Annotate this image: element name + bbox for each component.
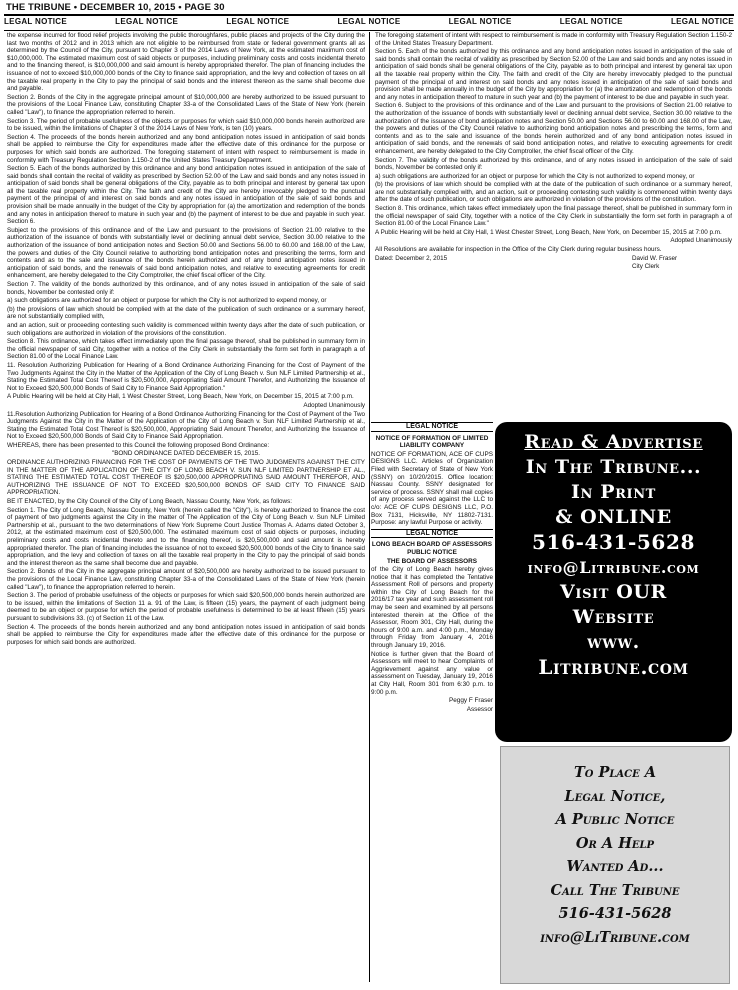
call-line: A Public Notice: [555, 811, 675, 828]
notice-subtitle: THE BOARD OF ASSESSORS: [387, 557, 477, 565]
call-line: Or A Help: [575, 834, 655, 852]
paragraph: Section 6. Subject to the provisions of this ordinance and of the Law and pursuant to the provisions of Section 21.00 relative to the authorization of the issuance of bonds with substantially level or declining annual debt service, Section 30.00 relative to the authorization of the issuance of bond anticipation notes and Section 50.00 and Sections 56.00 to 60.00 and 168.00 of the Law, the powers and duties of the City Council relative to authorizing bond anticipation notes and prescribing the terms, form and contents and as to the sale and issuance of the bonds herein authorized and of any bond anticipation notes issued in anticipation of said bonds, and the renewals of said bond anticipation notes, and relative to executing agreements for credit enhancement, are hereby delegated to the City Comptroller, the chief fiscal officer of the City.: [375, 102, 732, 155]
paragraph: Section 4. The proceeds of the bonds herein authorized and any bond anticipation notes issued in anticipation of said bonds shall be applied to reimburse the City for expenditures made after the effective date of this ordinance for the purpose or purposes for which said bonds are authorized.: [7, 623, 365, 646]
call-line: Legal Notice,: [564, 787, 666, 805]
section-header: LEGAL NOTICE: [337, 17, 401, 26]
notice-title: NOTICE OF FORMATION OF LIMITED LIABILITY COMPANY: [375, 434, 489, 450]
call-email[interactable]: info@LiTribune.com: [540, 928, 690, 946]
paragraph: WHEREAS, there has been presented to this Council the following proposed Bond Ordinance:: [7, 441, 270, 449]
call-line: Call The Tribune: [550, 881, 680, 899]
notice-body: Notice is further given that the Board of Assessors will meet to hear Complaints of Aggrievement against any value or assessment on Tuesday, January 19, 2016 at City Hall, Room 301 from 6:30 p.m. to 9:00 p.m.: [371, 650, 493, 696]
dated-text: Dated: December 2, 2015: [375, 254, 448, 262]
notice-body: of the City of Long Beach hereby gives notice that it has completed the Tentative Assessment Roll of persons and property within the City of Long Beach for the 2016/17 tax year and such assessment roll may be seen and examined by all persons interested therein at the Office of the Assessor, Room 301, City Hall, during the hours of 9:00 a.m. and 4:00 p.m., Monday through Friday from January 4, 2016 through January 19, 2016.: [371, 566, 493, 650]
paragraph: Section 8. This ordinance, which takes effect immediately upon the final passage thereof, shall be published in summary form in the official newspaper of said City, together with a notice of the City Clerk in substantially the form set forth in paragraph a of Section 81.00 of the Local Finance Law.": [375, 205, 732, 228]
call-phone: 516-431-5628: [558, 905, 672, 922]
paragraph: Section 3. The period of probable usefulness of the objects or purposes for which said $10,000,000 bonds herein authorized are to be issued, within the limitations of Chapter 3 of the 2014 Laws of New York, is ten (10) years.: [7, 117, 365, 133]
paragraph: Section 7. The validity of the bonds authorized by this ordinance, and of any notes issued in anticipation of the sale of said bonds, November be contested only if:: [375, 156, 732, 172]
ad-website[interactable]: Litribune.com: [538, 655, 689, 679]
paragraph: Section 8. This ordinance, which takes effect immediately upon the final passage thereof, shall be published in summary form in the official newspaper of said City, together with a notice of the City Clerk in substantially the form set forth in paragraph a of Section 81.00 of the Local Finance Law.: [7, 338, 365, 361]
paragraph: and an action, suit or proceeding contesting such validity is commenced within twenty days after the date of such publication, or such obligations are authorized in violation of the provisions of the constitution.: [7, 321, 365, 337]
call-line: Wanted Ad...: [566, 858, 664, 875]
paragraph: A Public Hearing will be held at City Hall, 1 West Chester Street, Long Beach, New York, on December 15, 2015 at 7:00 p.m.: [7, 393, 354, 401]
paragraph: Section 1. The City of Long Beach, Nassau County, New York (herein called the "City"), is hereby authorized to finance the cost of payment of two judgments against the City in the matter of The Application of the City of Long Beach v. Sun NLF Limited Partnership et al., pursuant to the two determinations of New York Supreme Court Justice Thomas A. Adams dated October 3, 2012, at the estimated maximum cost of $20,500,000. The estimated maximum cost of said objects or purposes, including preliminary costs and costs incidental thereto and to the financing thereof, is $20,500,000 and said amount is hereby appropriated therefor. The plan of financing includes the issuance of not to exceed $20,500,000 bonds of the City to finance said appropriation, and the levy and collection of taxes on all the taxable real property in the City to pay the principal of said bonds and the interest thereon as the same shall become due and payable.: [7, 506, 365, 567]
paragraph: Subject to the provisions of this ordinance and of the Law and pursuant to the provisions of Section 21.00 relative to the authorization of the issuance of bonds with substantially level or declining annual debt service, Section 30.00 relative to the authorization of the issuance of bond anticipation notes and Section 50.00 and Sections 56.00 to 60.00 and 168.00 of the Law, the powers and duties of the City Council relative to authorizing bond anticipation notes and prescribing the terms, form and contents and as to the sale and issuance of the bonds herein authorized and of any bond anticipation notes issued in anticipation of said bonds, and the renewals of said bond anticipation notes, and relative to executing agreements for credit enhancement, are hereby delegated to the City Comptroller, the chief fiscal officer of the City.: [7, 226, 365, 280]
ad-line: Website: [572, 606, 655, 628]
place-notice-box: [500, 746, 730, 984]
paragraph: the expense incurred for flood relief projects involving the public thoroughfares, public places and projects of the City during the last two months of 2012 and in 2013 which are not eligible to be reimbursed from state or federal government grants all as determined by the Council of the City, pursuant to Chapter 3 of the 2014 Laws of New York, at the estimated maximum cost of $10,000,000. The estimated maximum cost of said objects or purposes, including preliminary costs and costs incidental thereto and to the financing thereof, is $10,000,000 and said amount is hereby appropriated therefor. The plan of financing includes the issuance of not to exceed $10,000,000 bonds of the City to finance said appropriation, and the levy and collection of taxes on all the taxable real property in the City to pay the principal of said bonds and the interest thereon as the same shall become due and payable.: [7, 32, 365, 93]
ordinance-title: "BOND ORDINANCE DATED DECEMBER 15, 2015.: [111, 450, 261, 458]
signer-title: City Clerk: [632, 263, 660, 271]
ad-line: In The Tribune...: [525, 456, 702, 478]
ad-phone: 516-431-5628: [532, 530, 695, 554]
paragraph: a) such obligations are authorized for an object or purpose for which the City is not authorized to expend money, or: [375, 172, 695, 180]
section-header: LEGAL NOTICE: [448, 17, 512, 26]
paragraph: (b) the provisions of law which should be complied with at the date of the publication of such ordinance or a summary hereof, are not substantially complied with, and an action, suit or proceeding contesting such validity is commenced within twenty days after the date of such publication, or such obligations are authorized in violation of the provisions of the constitution.: [375, 181, 732, 204]
paragraph: (b) the provisions of law which should be complied with at the date of the publication of such ordinance or a summary hereof, are not substantially complied with,: [7, 305, 365, 321]
paragraph: A Public Hearing will be held at City Hall, 1 West Chester Street, Long Beach, New York, on December 15, 2015 at 7:00 p.m.: [375, 228, 722, 236]
call-line: To Place A: [573, 764, 657, 781]
masthead-rule: [4, 14, 734, 16]
legal-column-right: [375, 32, 732, 417]
paragraph: Section 5. Each of the bonds authorized by this ordinance and any bond anticipation notes issued in anticipation of the sale of said bonds shall contain the recital of validity as prescribed by Section 52.00 of the Law and said bonds and any notes issued in anticipation of said bonds shall be general obligations of the City, payable as to both principal and interest by general tax upon all the taxable real property within the City. The faith and credit of the City are hereby irrevocably pledged to the punctual payment of the principal of and interest on said bonds and any notes issued in anticipation of the sale of said bonds and provision shall be made annually in the budget of the City by appropriation for (a) the amortization and redemption of the bonds and any notes in anticipation thereof to mature in such year and (b) the payment of interest to be due and payable in such year.: [375, 48, 732, 101]
signer-title-line: [375, 263, 732, 271]
legal-notice-header: LEGAL NOTICE: [371, 422, 493, 432]
availability-note: All Resolutions are available for inspection in the Office of the City Clerk during regular business hours.: [375, 246, 662, 254]
header-rule: [4, 30, 734, 31]
legal-column-narrow: [371, 420, 493, 900]
paragraph: Section 2. Bonds of the City in the aggregate principal amount of $10,000,000 are hereby authorized to be issued pursuant to the provisions of the Local Finance Law, constituting Chapter 33-a of the Consolidated Laws of the State of New York (herein called "Law"), to finance the appropriation referred to herein.: [7, 93, 365, 116]
ordinance-caption: ORDINANCE AUTHORIZING FINANCING FOR THE COST OF PAYMENTS OF THE TWO JUDGMENTS AGAINST THE CITY IN THE MATTER OF THE APPLICATION OF THE CITY OF LONG BEACH V. SUN NLF LIMITED PARTNERSHIP ET AL., STATING THE ESTIMATED TOTAL COST THEREOF IS $20,500,000 APPROPRIATING SAID AMOUNT THEREFOR, AND AUTHORIZING THE ISSUANCE OF NOT TO EXCEED $20,500,000 BONDS OF SAID CITY TO FINANCE SAID APPROPRIATION.: [7, 459, 365, 497]
ad-line: Read & Advertise: [524, 431, 703, 453]
paragraph: a) such obligations are authorized for an object or purpose for which the City is not authorized to expend money, or: [7, 297, 327, 305]
paragraph: 11. Resolution Authorizing Publication for Hearing of a Bond Ordinance Authorizing Financing for the Cost of Payment of the Two Judgments Against the City in the Matter of the Application of the City of Long Beach v. Sun NLF Limited Partnership et al., Stating the Estimated Total Cost Thereof is $20,500,000, Appropriating Said Amount Therefor, and Authorizing the Issuance of Not to Exceed $20,500,000 Bonds of Said City to Finance Said Appropriation.": [7, 361, 365, 392]
section-header: LEGAL NOTICE: [4, 17, 68, 26]
signer-name: David W. Fraser: [632, 254, 678, 262]
masthead: THE TRIBUNE • DECEMBER 10, 2015 • PAGE 30: [6, 2, 225, 13]
ad-line: In Print: [571, 481, 656, 503]
legal-column-left: [7, 32, 365, 984]
ad-line: www.: [587, 631, 640, 653]
adopted-line: Adopted Unanimously: [670, 237, 732, 245]
paragraph: Section 2. Bonds of the City in the aggregate principal amount of $20,500,000 are hereby authorized to be issued pursuant to the provisions of the Local Finance Law, constituting Chapter 33-a of the Consolidated Laws of the State of New York (herein called "Law"), to finance the appropriation referred to herein.: [7, 568, 365, 591]
ad-line: & ONLINE: [555, 506, 672, 528]
legal-notice-header: LEGAL NOTICE: [371, 529, 493, 539]
paragraph: The foregoing statement of intent with respect to reimbursement is made in conformity with Treasury Regulation Section 1.150-2 of the United States Treasury Department.: [375, 32, 732, 47]
section-header: LEGAL NOTICE: [226, 17, 290, 26]
signer-title: Assessor: [466, 705, 493, 713]
notice-body: NOTICE OF FORMATION, ACE OF CUPS DESIGNS LLC. Articles of Organization Filed with Secretary of State of New York (SSNY) on 10/20/2015. Office location: Nassau County. SSNY designated for service of process. SSNY shall mail copies of any process served against the LLC to c/o: ACE OF CUPS DESIGNS LLC, P.O. Box 7131, Hicksville, NY 11802-7131. Purpose: any lawful Purpose or activity.: [371, 450, 493, 527]
notice-title: LONG BEACH BOARD OF ASSESSORS PUBLIC NOTICE: [371, 541, 493, 556]
signer-name: Peggy F Fraser: [448, 697, 493, 705]
paragraph: Section 7. The validity of the bonds authorized by this ordinance, and of any notes issued in anticipation of the sale of said bonds, November be contested only if:: [7, 281, 365, 296]
column-divider: [369, 32, 370, 982]
advertise-box: [495, 422, 732, 742]
paragraph: Section 4. The proceeds of the bonds herein authorized and any bond anticipation notes issued in anticipation of said bonds shall be applied to reimburse the City for expenditures made after the effective date of this ordinance for the purpose or purposes for which said bonds are authorized. The foregoing statement of intent with respect to reimbursement is made in conformity with Treasury Regulation Section 1.150-2 of the United States Treasury Department.: [7, 133, 365, 164]
section-header: LEGAL NOTICE: [559, 17, 623, 26]
paragraph: 11.Resolution Authorizing Publication for Hearing of a Bond Ordinance Authorizing Financing for the Cost of Payment of the Two Judgments Against the City in the Matter of the Application of the City of Long Beach v. Sun NLF Limited Partnership et al., Stating the Estimated Total Cost Thereof is $20,500,000, Appropriating Said Amount Therefor, and Authorizing the Issuance of Not to Exceed $20,500,000 Bonds of Said City to Finance Said Appropriation.: [7, 410, 365, 441]
section-headers: [4, 17, 734, 29]
dated-line: [375, 255, 732, 263]
paragraph: BE IT ENACTED, by the City Council of the City of Long Beach, Nassau County, New York, as follows:: [7, 498, 293, 506]
ad-line: Visit OUR: [560, 581, 667, 603]
section-header: LEGAL NOTICE: [115, 17, 179, 26]
paragraph: Section 3. The period of probable usefulness of the objects or purposes for which said $20,500,000 bonds herein authorized are to be issued, within the limitations of Section 11 a. 91 of the Law, is fifteen (15) years, the payment of each judgment being deemed to be an object or purpose for which the period of probable usefulness is determined to be at least fifteen (15) years pursuant to subdivisions 33. (c) of Section 11 of the Law.: [7, 592, 365, 622]
paragraph: Section 5. Each of the bonds authorized by this ordinance and any bond anticipation notes issued in anticipation of the sale of said bonds shall contain the recital of validity as prescribed by Section 52.00 of the Law and said bonds and any notes issued in anticipation of said bonds shall be general obligations of the City, payable as to both principal and interest by general tax upon all the taxable real property within the City. The faith and credit of the City are hereby irrevocably pledged to the punctual payment of the principal of and interest on said bonds and any notes issued in anticipation of the sale of said bonds and provision shall be made annually in the budget of the City by appropriation for (a) the amortization and redemption of the bonds and any notes in anticipation thereof to mature in such year and (b) the payment of interest to be due and payable in such year. Section 6.: [7, 165, 365, 226]
section-header: LEGAL NOTICE: [670, 17, 734, 26]
ad-email[interactable]: info@Litribune.com: [527, 558, 700, 577]
adopted-line: Adopted Unanimously: [303, 401, 365, 409]
